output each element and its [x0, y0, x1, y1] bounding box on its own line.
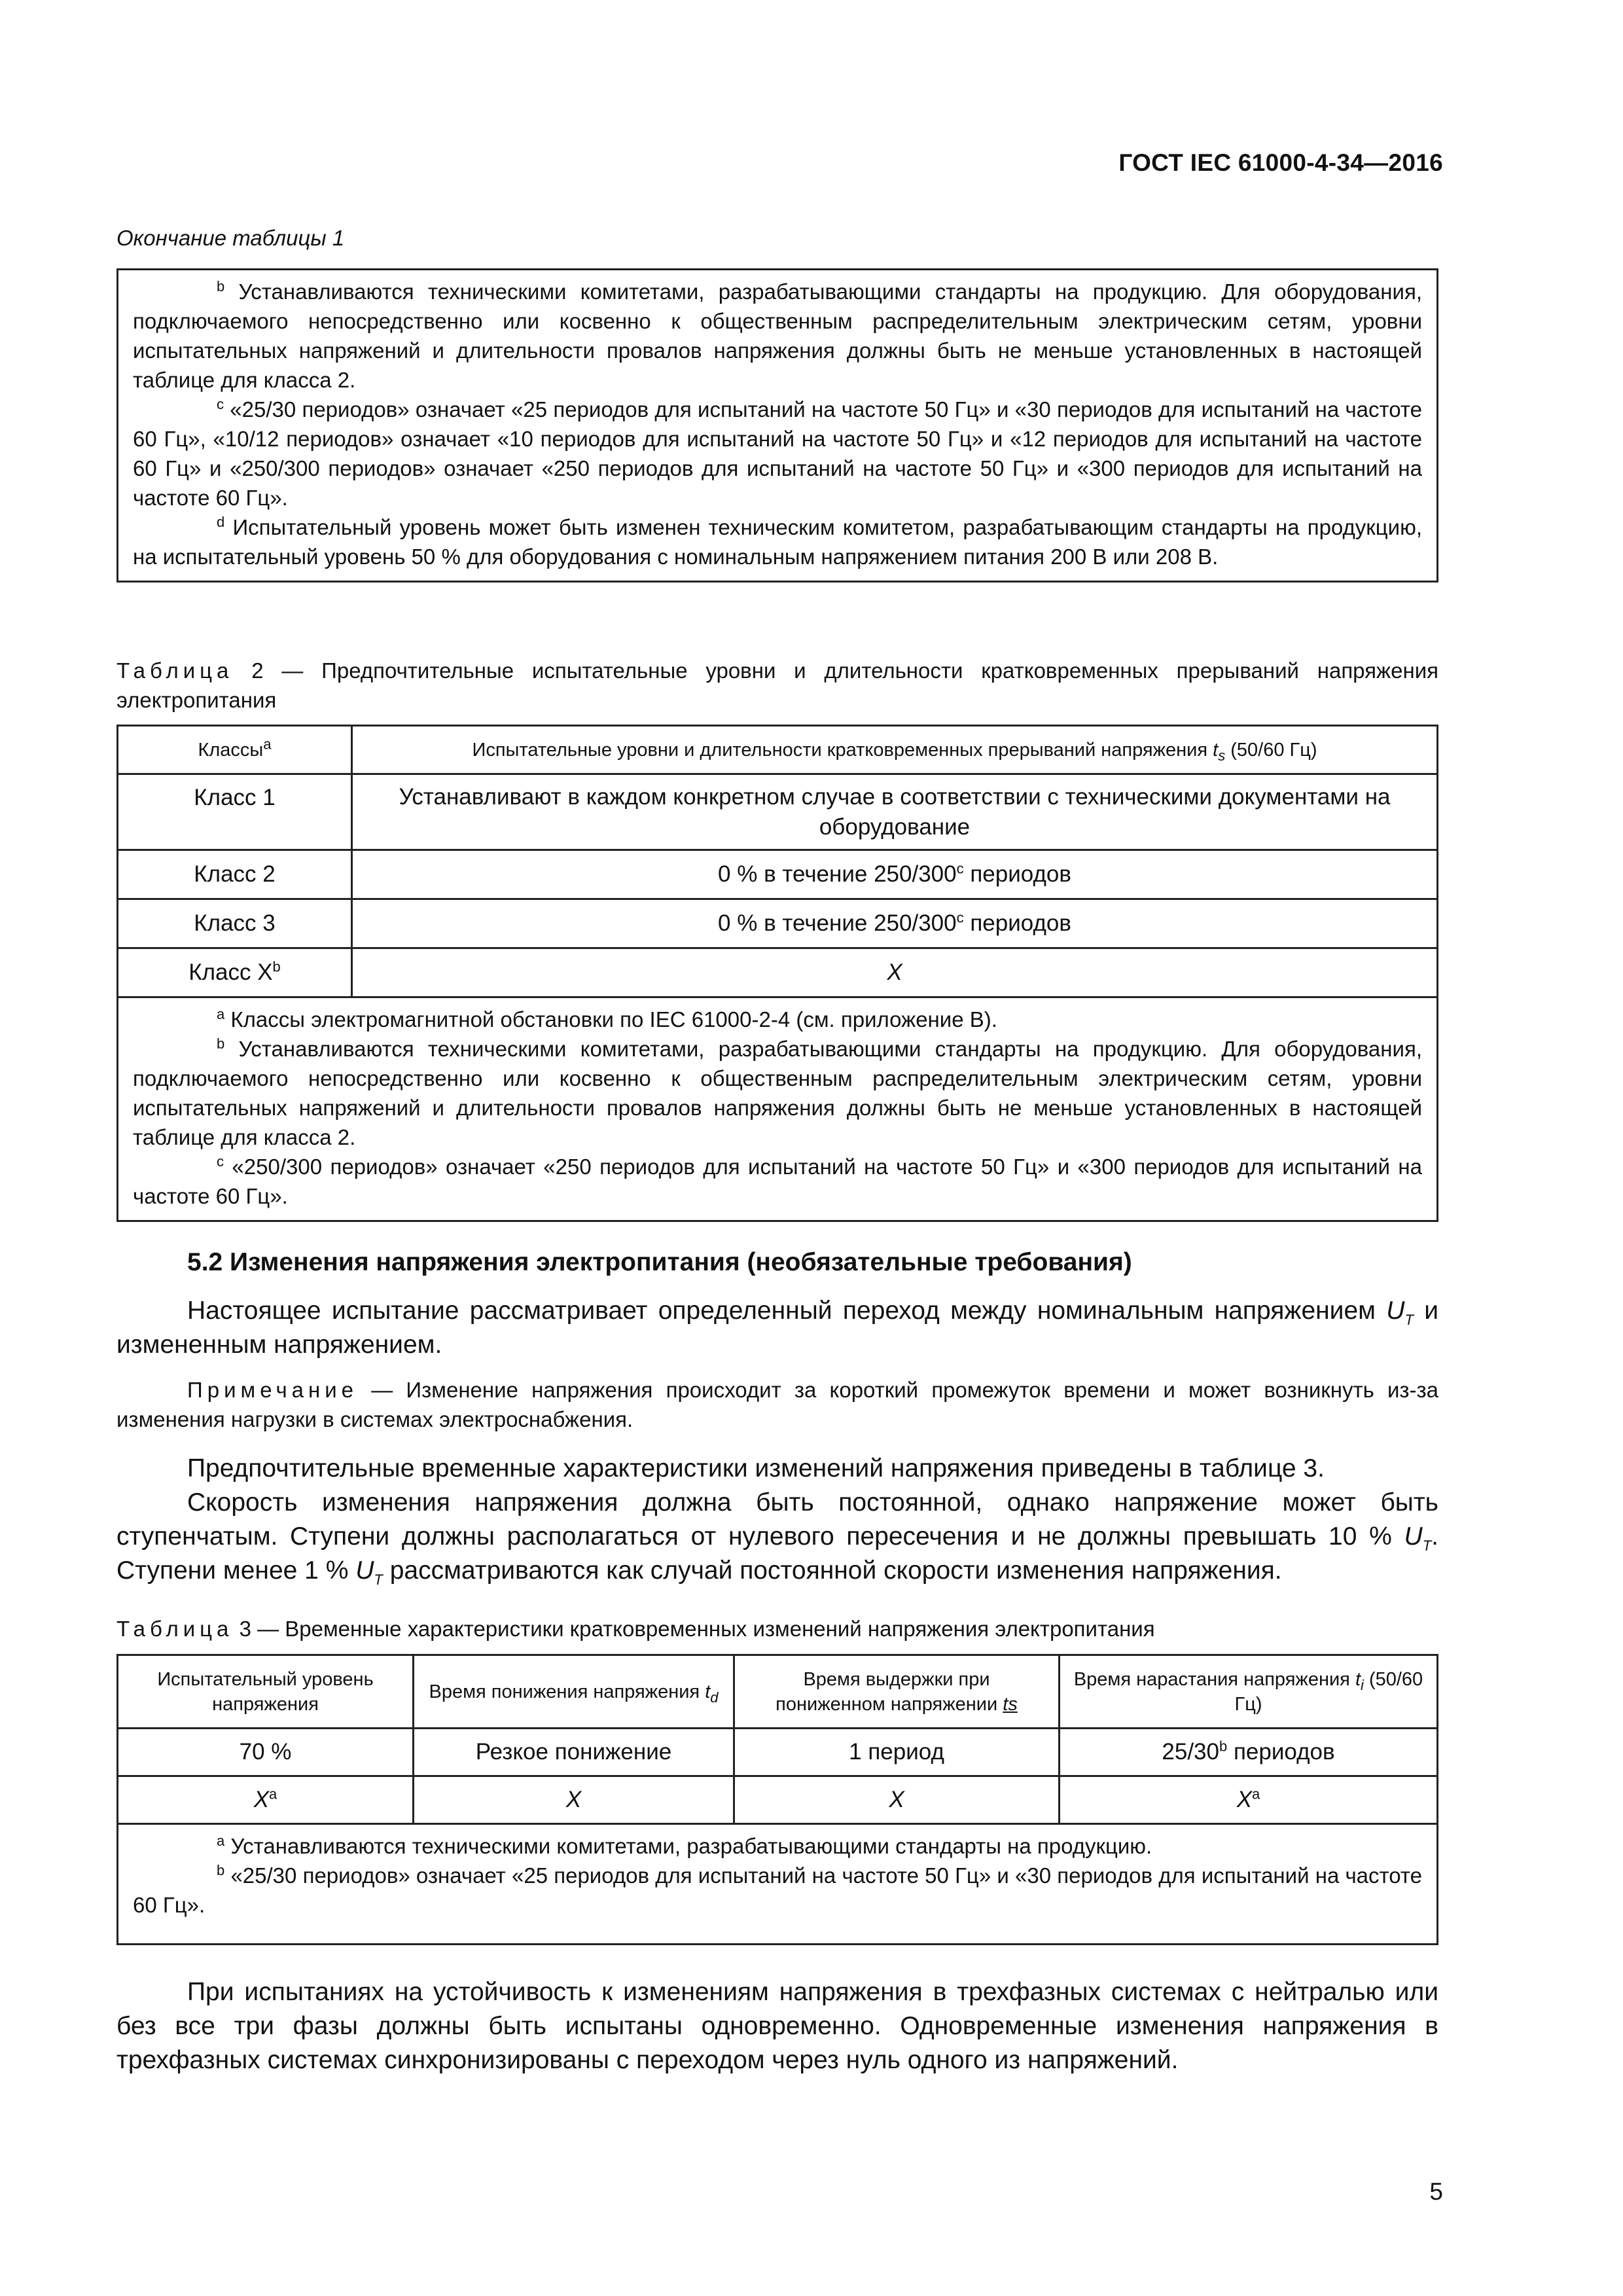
- paragraph-rate: Скорость изменения напряжения должна быть постоянной, однако напряжение может быть ступенчатым. Ступени должны располагаться от нулевого пересечения и не должны превышать 10 % $U_T$. Ступени менее 1 % $U_T$ рассматриваются как случай постоянной скорости изменения напряжения.: [116, 1488, 1438, 1588]
- table3-header-row: [118, 1655, 1438, 1729]
- table2-title: Таблица 2 — Предпочтительные испытательные уровни и длительности кратковременных прерываний напряжения электропитания: [116, 658, 1438, 712]
- paragraph-three-phase: При испытаниях на устойчивость к изменениям напряжения в трехфазных системах с нейтралью или без все три фазы должны быть испытаны одновременно. Одновременные изменения напряжения в трехфазных системах синхронизированы с переходом через нуль одного из напряжений.: [116, 1978, 1438, 2074]
- table3-header-level: Испытательный уровень напряжения: [118, 1655, 414, 1729]
- table3-note-a: $^a$ Устанавливаются техническими комитетами, разрабатывающими стандарты на продукцию.: [217, 1833, 1152, 1858]
- table3-footnotes-row: [118, 1824, 1438, 1945]
- section-title: 5.2 Изменения напряжения электропитания (необязательные требования): [187, 1248, 1132, 1276]
- table3-cell: 25/30$^b$ периодов: [1060, 1729, 1438, 1776]
- table1-note-d: $^d$ Испытательный уровень может быть изменен техническим комитетом, разрабатывающим стандарты на продукцию, на испытательный уровень 50 % для оборудования с номинальным напряжением питания 200 В или 208 В.: [133, 514, 1423, 569]
- table2-note-a: $^a$ Классы электромагнитной обстановки по IEC 61000-2-4 (см. приложение В).: [217, 1006, 997, 1031]
- table2: [116, 725, 1438, 1222]
- table2-class-cell: Класс 3: [118, 899, 352, 948]
- table2-class-cell: Класс 1: [118, 774, 352, 850]
- table3-header-fall-time: Время понижения напряжения $t_d$: [414, 1655, 734, 1729]
- table-row: [118, 1776, 1438, 1824]
- table2-value-cell: 0 % в течение 250/300$^c$ периодов: [352, 850, 1438, 899]
- table3-header-hold-time: Время выдержки при пониженном напряжении ts: [734, 1655, 1060, 1729]
- page-number: 5: [1429, 2178, 1443, 2205]
- table3-title: Таблица 3 — Временные характеристики кратковременных изменений напряжения электропитания: [116, 1617, 1155, 1641]
- table2-note-c: $^c$ «250/300 периодов» означает «250 периодов для испытаний на частоте 50 Гц» и «300 периодов для испытаний на частоте 60 Гц».: [133, 1153, 1422, 1208]
- table3-cell: Резкое понижение: [414, 1729, 734, 1776]
- table2-header-row: [118, 726, 1438, 774]
- table2-footnotes: [118, 997, 1438, 1221]
- table1-continuation-caption: Окончание таблицы 1: [116, 226, 345, 250]
- table3-note-b: $^b$ «25/30 периодов» означает «25 периодов для испытаний на частоте 50 Гц» и «30 периодов для испытаний на частоте 60 Гц».: [133, 1862, 1423, 1917]
- table2-header-classes: Классы$^a$: [118, 726, 352, 774]
- table-row: [118, 948, 1438, 997]
- table-row: [118, 850, 1438, 899]
- table2-value-cell: Устанавливают в каждом конкретном случае в соответствии с техническими документами на оборудование: [352, 774, 1438, 850]
- table3-cell: 70 %: [118, 1729, 414, 1776]
- table3-cell: $X^a$: [118, 1776, 414, 1824]
- table-row: [118, 899, 1438, 948]
- table3-cell: $X^a$: [1060, 1776, 1438, 1824]
- table-row: [118, 774, 1438, 850]
- table3: [116, 1654, 1438, 1945]
- table3-cell: X: [414, 1776, 734, 1824]
- table3-footnotes: [118, 1824, 1438, 1945]
- document-code: ГОСТ IEC 61000-4-34—2016: [1118, 149, 1443, 176]
- table2-note-b: $^b$ Устанавливаются техническими комитетами, разрабатывающими стандарты на продукцию. Для оборудования, подключаемого непосредственно или косвенно к общественным распределительным электрическим сетям, уровни испытательных напряжений и длительности провалов напряжения должны быть не меньше установленных в настоящей таблице для класса 2.: [133, 1035, 1422, 1149]
- table2-header-levels: Испытательные уровни и длительности кратковременных прерываний напряжения $t_s$ (50/60 Гц): [352, 726, 1438, 774]
- table2-footnotes-row: [118, 997, 1438, 1221]
- section-note: Примечание — Изменение напряжения происходит за короткий промежуток времени и может возникнуть из-за изменения нагрузки в системах электроснабжения.: [116, 1378, 1438, 1431]
- paragraph-table3-ref: Предпочтительные временные характеристики изменений напряжения приведены в таблице 3.: [187, 1454, 1325, 1482]
- table1-note-c: $^c$ «25/30 периодов» означает «25 периодов для испытаний на частоте 50 Гц» и «30 периодов для испытаний на частоте 60 Гц», «10/12 периодов» означает «10 периодов для испытаний на частоте 50 Гц» и «12 периодов для испытаний на частоте 60 Гц» и «250/300 периодов» означает «250 периодов для испытаний на частоте 50 Гц» и «300 периодов для испытаний на частоте 60 Гц».: [133, 396, 1422, 510]
- table1-note-b: $^b$ Устанавливаются техническими комитетами, разрабатывающими стандарты на продукцию. Для оборудования, подключаемого непосредственно или косвенно к общественным распределительным электрическим сетям, уровни испытательных напряжений и длительности провалов напряжения должны быть не меньше установленных в настоящей таблице для класса 2.: [133, 278, 1422, 392]
- table3-cell: 1 период: [734, 1729, 1060, 1776]
- table2-value-cell: 0 % в течение 250/300$^c$ периодов: [352, 899, 1438, 948]
- paragraph-intro: Настоящее испытание рассматривает определенный переход между номинальным напряжением $U_T$ и измененным напряжением.: [116, 1297, 1438, 1359]
- table3-cell: X: [734, 1776, 1060, 1824]
- table2-value-cell: X: [352, 948, 1438, 997]
- table2-class-cell: Класс 2: [118, 850, 352, 899]
- table-row: [118, 1729, 1438, 1776]
- table3-header-rise-time: Время нарастания напряжения $t_i$ (50/60 Гц): [1060, 1655, 1438, 1729]
- table1-notes: [116, 268, 1438, 583]
- table2-class-cell: Класс $X^b$: [118, 948, 352, 997]
